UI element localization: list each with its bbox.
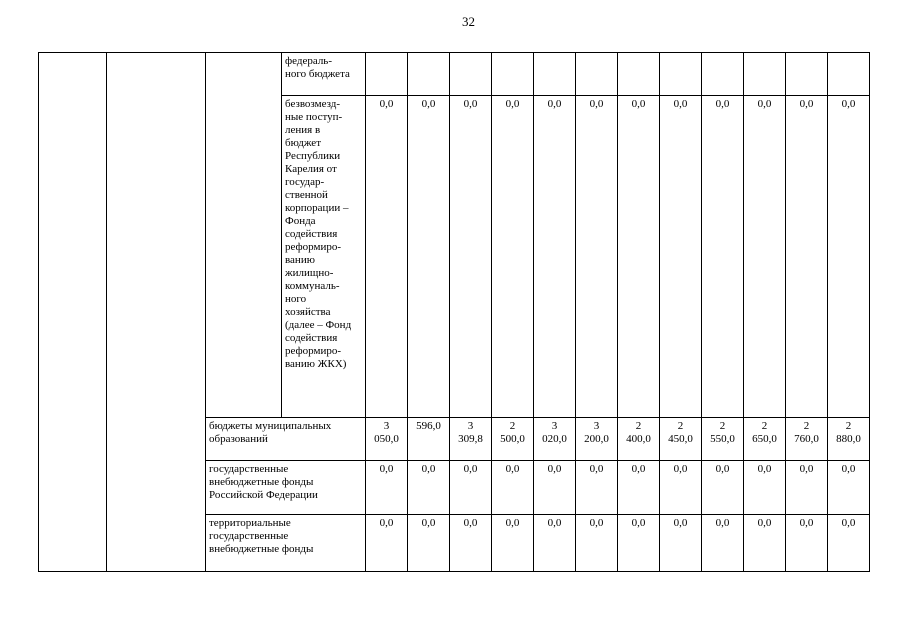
value-cell	[492, 53, 534, 96]
value-cell	[534, 53, 576, 96]
budget-table	[38, 52, 870, 572]
value-cell: 0,0	[828, 515, 870, 572]
value-cell: 3 200,0	[576, 418, 618, 461]
value-cell	[366, 53, 408, 96]
value-cell: 2 500,0	[492, 418, 534, 461]
value-cell: 0,0	[618, 96, 660, 418]
page-number: 32	[462, 14, 475, 29]
row-label: федераль- ного бюджета	[282, 53, 366, 96]
value-cell: 0,0	[534, 461, 576, 515]
value-cell	[618, 53, 660, 96]
value-cell: 0,0	[702, 515, 744, 572]
value-cell	[744, 53, 786, 96]
row-label: территориальные государственные внебюджетные фонды	[206, 515, 366, 572]
value-cell: 0,0	[702, 461, 744, 515]
value-cell: 0,0	[492, 461, 534, 515]
value-cell: 0,0	[618, 461, 660, 515]
value-cell: 0,0	[408, 96, 450, 418]
value-cell: 0,0	[702, 96, 744, 418]
row-label: государственные внебюджетные фонды Российской Федерации	[206, 461, 366, 515]
value-cell: 0,0	[786, 96, 828, 418]
value-cell: 3 050,0	[366, 418, 408, 461]
value-cell: 0,0	[576, 515, 618, 572]
value-cell: 0,0	[744, 461, 786, 515]
value-cell: 2 400,0	[618, 418, 660, 461]
value-cell	[786, 53, 828, 96]
value-cell: 3 020,0	[534, 418, 576, 461]
empty-cell-col3	[206, 53, 282, 418]
value-cell: 0,0	[786, 461, 828, 515]
row-label: безвозмезд- ные поступ- ления в бюджет Республики Карелия от государ- ственной корпорации – Фонда содействия реформиро- ванию жилищно- коммуналь- ного хозяйства (далее – Фонд содействия реформиро- ванию ЖКХ)	[282, 96, 366, 418]
value-cell: 2 450,0	[660, 418, 702, 461]
value-cell: 0,0	[366, 96, 408, 418]
value-cell: 0,0	[576, 461, 618, 515]
value-cell: 0,0	[660, 96, 702, 418]
empty-cell-col2	[107, 53, 206, 572]
value-cell: 0,0	[744, 96, 786, 418]
value-cell: 0,0	[366, 461, 408, 515]
value-cell: 0,0	[660, 515, 702, 572]
value-cell: 0,0	[408, 461, 450, 515]
value-cell	[576, 53, 618, 96]
value-cell: 0,0	[450, 515, 492, 572]
value-cell: 0,0	[828, 461, 870, 515]
value-cell: 0,0	[366, 515, 408, 572]
value-cell	[828, 53, 870, 96]
value-cell	[450, 53, 492, 96]
value-cell: 2 880,0	[828, 418, 870, 461]
empty-cell-col1	[39, 53, 107, 572]
value-cell: 0,0	[450, 461, 492, 515]
value-cell: 0,0	[408, 515, 450, 572]
table-row	[39, 53, 870, 96]
value-cell: 0,0	[660, 461, 702, 515]
value-cell: 0,0	[786, 515, 828, 572]
value-cell: 0,0	[576, 96, 618, 418]
row-label: бюджеты муниципальных образований	[206, 418, 366, 461]
value-cell: 0,0	[618, 515, 660, 572]
value-cell: 0,0	[492, 96, 534, 418]
value-cell: 2 550,0	[702, 418, 744, 461]
value-cell: 596,0	[408, 418, 450, 461]
value-cell: 0,0	[534, 96, 576, 418]
value-cell: 0,0	[492, 515, 534, 572]
value-cell: 2 760,0	[786, 418, 828, 461]
value-cell	[408, 53, 450, 96]
value-cell: 0,0	[744, 515, 786, 572]
value-cell: 0,0	[450, 96, 492, 418]
value-cell: 0,0	[534, 515, 576, 572]
value-cell	[702, 53, 744, 96]
value-cell: 0,0	[828, 96, 870, 418]
value-cell: 3 309,8	[450, 418, 492, 461]
value-cell: 2 650,0	[744, 418, 786, 461]
value-cell	[660, 53, 702, 96]
